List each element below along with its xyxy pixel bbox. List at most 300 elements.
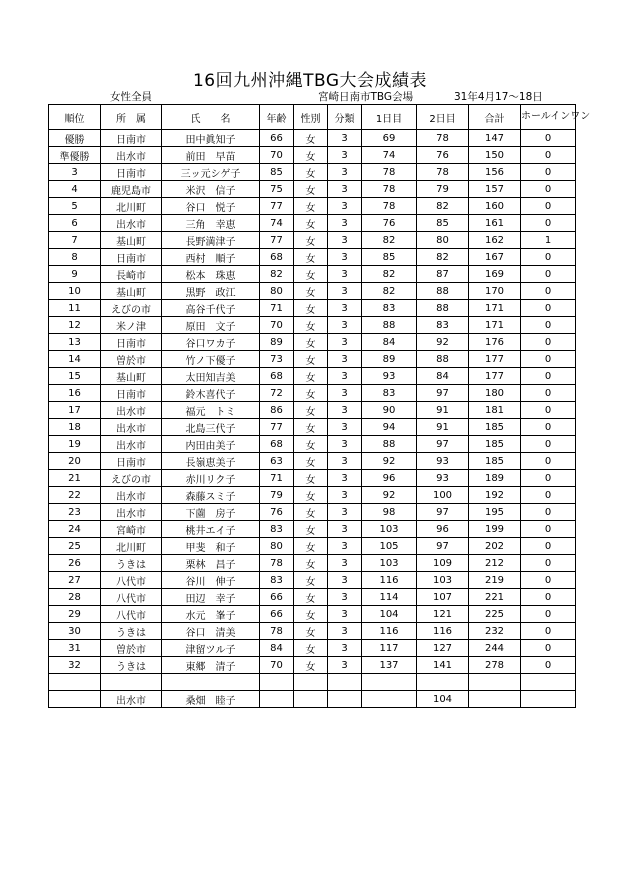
name-cell: 赤川リク子 xyxy=(162,470,260,487)
hole-in-one-cell xyxy=(521,674,576,691)
day2-score-cell: 97 xyxy=(417,385,469,402)
name-cell: 森藤スミ子 xyxy=(162,487,260,504)
age-cell: 72 xyxy=(260,385,294,402)
name-cell: 西村 順子 xyxy=(162,249,260,266)
affiliation-cell: 出水市 xyxy=(101,691,162,708)
table-row xyxy=(49,589,576,606)
day1-score-cell: 98 xyxy=(362,504,417,521)
gender-cell: 女 xyxy=(294,368,328,385)
rank-cell: 30 xyxy=(49,623,101,640)
table-row xyxy=(49,351,576,368)
affiliation-cell: 長崎市 xyxy=(101,266,162,283)
day1-score-cell: 92 xyxy=(362,487,417,504)
day2-score-cell: 91 xyxy=(417,419,469,436)
division-cell: 3 xyxy=(328,555,362,572)
affiliation-cell: 八代市 xyxy=(101,589,162,606)
age-cell: 71 xyxy=(260,300,294,317)
gender-cell: 女 xyxy=(294,402,328,419)
total-score-cell: 185 xyxy=(469,436,521,453)
gender-cell: 女 xyxy=(294,419,328,436)
hole-in-one-cell: 0 xyxy=(521,317,576,334)
name-cell: 鈴木喜代子 xyxy=(162,385,260,402)
division-cell: 3 xyxy=(328,266,362,283)
age-cell: 66 xyxy=(260,589,294,606)
table-row xyxy=(49,606,576,623)
total-score-cell: 212 xyxy=(469,555,521,572)
hole-in-one-cell: 0 xyxy=(521,368,576,385)
day2-score-cell: 97 xyxy=(417,436,469,453)
age-cell: 89 xyxy=(260,334,294,351)
day1-score-cell: 137 xyxy=(362,657,417,674)
rank-cell: 7 xyxy=(49,232,101,249)
rank-cell: 20 xyxy=(49,453,101,470)
gender-cell: 女 xyxy=(294,147,328,164)
age-cell: 84 xyxy=(260,640,294,657)
table-row xyxy=(49,402,576,419)
rank-cell: 19 xyxy=(49,436,101,453)
day1-score-cell: 90 xyxy=(362,402,417,419)
day1-score-cell: 78 xyxy=(362,181,417,198)
hole-in-one-cell: 0 xyxy=(521,334,576,351)
day2-score-cell: 87 xyxy=(417,266,469,283)
header-rank: 順位 xyxy=(49,105,101,130)
name-cell: 津留ツル子 xyxy=(162,640,260,657)
affiliation-cell: えびの市 xyxy=(101,470,162,487)
rank-cell: 準優勝 xyxy=(49,147,101,164)
gender-cell: 女 xyxy=(294,249,328,266)
affiliation-cell: うきは xyxy=(101,657,162,674)
rank-cell xyxy=(49,674,101,691)
table-row xyxy=(49,640,576,657)
rank-cell: 15 xyxy=(49,368,101,385)
header-affiliation: 所 属 xyxy=(101,105,162,130)
age-cell: 68 xyxy=(260,249,294,266)
division-cell: 3 xyxy=(328,147,362,164)
rank-cell: 29 xyxy=(49,606,101,623)
division-cell: 3 xyxy=(328,436,362,453)
day1-score-cell: 88 xyxy=(362,436,417,453)
affiliation-cell: 曽於市 xyxy=(101,640,162,657)
affiliation-cell: 米ノ津 xyxy=(101,317,162,334)
age-cell: 80 xyxy=(260,283,294,300)
gender-cell: 女 xyxy=(294,266,328,283)
total-score-cell: 170 xyxy=(469,283,521,300)
name-cell: 北島三代子 xyxy=(162,419,260,436)
rank-cell xyxy=(49,691,101,708)
total-score-cell: 177 xyxy=(469,351,521,368)
rank-cell: 27 xyxy=(49,572,101,589)
name-cell: 桑畑 睦子 xyxy=(162,691,260,708)
hole-in-one-cell: 0 xyxy=(521,164,576,181)
rank-cell: 26 xyxy=(49,555,101,572)
gender-cell xyxy=(294,674,328,691)
total-score-cell: 181 xyxy=(469,402,521,419)
division-cell: 3 xyxy=(328,385,362,402)
total-score-cell: 232 xyxy=(469,623,521,640)
rank-cell: 18 xyxy=(49,419,101,436)
table-row xyxy=(49,674,576,691)
day2-score-cell: 97 xyxy=(417,504,469,521)
header-hole-in-one: ホールインワン xyxy=(521,105,576,130)
age-cell: 83 xyxy=(260,521,294,538)
hole-in-one-cell: 0 xyxy=(521,623,576,640)
day1-score-cell: 88 xyxy=(362,317,417,334)
table-row xyxy=(49,283,576,300)
table-row xyxy=(49,215,576,232)
total-score-cell: 171 xyxy=(469,317,521,334)
gender-cell: 女 xyxy=(294,283,328,300)
name-cell: 桃井エイ子 xyxy=(162,521,260,538)
table-row xyxy=(49,487,576,504)
rank-cell: 4 xyxy=(49,181,101,198)
affiliation-cell: 北川町 xyxy=(101,198,162,215)
day2-score-cell: 104 xyxy=(417,691,469,708)
affiliation-cell: 八代市 xyxy=(101,572,162,589)
table-row xyxy=(49,657,576,674)
division-cell: 3 xyxy=(328,130,362,147)
affiliation-cell: うきは xyxy=(101,623,162,640)
affiliation-cell: 日南市 xyxy=(101,334,162,351)
affiliation-cell: 出水市 xyxy=(101,215,162,232)
hole-in-one-cell: 0 xyxy=(521,402,576,419)
day1-score-cell: 116 xyxy=(362,623,417,640)
table-row xyxy=(49,436,576,453)
rank-cell: 21 xyxy=(49,470,101,487)
gender-cell: 女 xyxy=(294,164,328,181)
gender-cell: 女 xyxy=(294,504,328,521)
day1-score-cell: 116 xyxy=(362,572,417,589)
day2-score-cell: 84 xyxy=(417,368,469,385)
day2-score-cell: 92 xyxy=(417,334,469,351)
division-cell: 3 xyxy=(328,470,362,487)
name-cell: 福元 トミ xyxy=(162,402,260,419)
total-score-cell: 156 xyxy=(469,164,521,181)
age-cell: 63 xyxy=(260,453,294,470)
gender-cell: 女 xyxy=(294,436,328,453)
total-score-cell: 169 xyxy=(469,266,521,283)
total-score-cell: 189 xyxy=(469,470,521,487)
total-score-cell: 147 xyxy=(469,130,521,147)
hole-in-one-cell: 0 xyxy=(521,215,576,232)
division-cell: 3 xyxy=(328,249,362,266)
rank-cell: 5 xyxy=(49,198,101,215)
gender-cell: 女 xyxy=(294,538,328,555)
hole-in-one-cell: 0 xyxy=(521,181,576,198)
hole-in-one-cell: 1 xyxy=(521,232,576,249)
rank-cell: 22 xyxy=(49,487,101,504)
day2-score-cell: 78 xyxy=(417,130,469,147)
name-cell: 栗林 昌子 xyxy=(162,555,260,572)
rank-cell: 3 xyxy=(49,164,101,181)
division-cell: 3 xyxy=(328,164,362,181)
age-cell: 66 xyxy=(260,130,294,147)
rank-cell: 8 xyxy=(49,249,101,266)
gender-cell: 女 xyxy=(294,589,328,606)
total-score-cell: 221 xyxy=(469,589,521,606)
name-cell: 米沢 信子 xyxy=(162,181,260,198)
day2-score-cell: 76 xyxy=(417,147,469,164)
age-cell: 78 xyxy=(260,555,294,572)
name-cell: 高谷千代子 xyxy=(162,300,260,317)
division-cell xyxy=(328,691,362,708)
day2-score-cell: 127 xyxy=(417,640,469,657)
gender-cell: 女 xyxy=(294,181,328,198)
day2-score-cell: 97 xyxy=(417,538,469,555)
age-cell xyxy=(260,691,294,708)
division-cell: 3 xyxy=(328,283,362,300)
total-score-cell: 176 xyxy=(469,334,521,351)
day1-score-cell: 114 xyxy=(362,589,417,606)
day2-score-cell: 107 xyxy=(417,589,469,606)
table-row xyxy=(49,691,576,708)
hole-in-one-cell: 0 xyxy=(521,572,576,589)
hole-in-one-cell: 0 xyxy=(521,249,576,266)
day1-score-cell: 82 xyxy=(362,283,417,300)
day1-score-cell xyxy=(362,674,417,691)
hole-in-one-cell: 0 xyxy=(521,657,576,674)
name-cell: 田中眞知子 xyxy=(162,130,260,147)
name-cell: 谷口 清美 xyxy=(162,623,260,640)
age-cell: 78 xyxy=(260,623,294,640)
table-row xyxy=(49,572,576,589)
name-cell: 下薗 房子 xyxy=(162,504,260,521)
affiliation-cell: 八代市 xyxy=(101,606,162,623)
hole-in-one-cell: 0 xyxy=(521,283,576,300)
hole-in-one-cell: 0 xyxy=(521,538,576,555)
day1-score-cell: 74 xyxy=(362,147,417,164)
age-cell: 66 xyxy=(260,606,294,623)
table-row xyxy=(49,249,576,266)
gender-cell: 女 xyxy=(294,351,328,368)
rank-cell: 11 xyxy=(49,300,101,317)
gender-cell xyxy=(294,691,328,708)
affiliation-cell: 鹿児島市 xyxy=(101,181,162,198)
table-row xyxy=(49,334,576,351)
division-cell: 3 xyxy=(328,198,362,215)
name-cell: 東郷 清子 xyxy=(162,657,260,674)
day1-score-cell: 117 xyxy=(362,640,417,657)
day1-score-cell: 69 xyxy=(362,130,417,147)
day1-score-cell: 89 xyxy=(362,351,417,368)
rank-cell: 17 xyxy=(49,402,101,419)
day1-score-cell: 96 xyxy=(362,470,417,487)
table-row xyxy=(49,419,576,436)
day2-score-cell: 121 xyxy=(417,606,469,623)
affiliation-cell: 出水市 xyxy=(101,402,162,419)
document-title: 16回九州沖縄TBG大会成績表 xyxy=(192,71,428,91)
rank-cell: 優勝 xyxy=(49,130,101,147)
table-row xyxy=(49,385,576,402)
table-row xyxy=(49,147,576,164)
hole-in-one-cell: 0 xyxy=(521,487,576,504)
name-cell: 長野満津子 xyxy=(162,232,260,249)
hole-in-one-cell: 0 xyxy=(521,453,576,470)
day2-score-cell xyxy=(417,674,469,691)
table-row xyxy=(49,130,576,147)
age-cell: 82 xyxy=(260,266,294,283)
rank-cell: 31 xyxy=(49,640,101,657)
affiliation-cell: 出水市 xyxy=(101,147,162,164)
division-cell: 3 xyxy=(328,419,362,436)
age-cell: 75 xyxy=(260,181,294,198)
division-cell: 3 xyxy=(328,572,362,589)
affiliation-cell: 基山町 xyxy=(101,283,162,300)
age-cell: 70 xyxy=(260,147,294,164)
day2-score-cell: 88 xyxy=(417,351,469,368)
age-cell: 80 xyxy=(260,538,294,555)
category-label: 女性全員 xyxy=(110,91,152,103)
day1-score-cell: 103 xyxy=(362,521,417,538)
table-row xyxy=(49,538,576,555)
rank-cell: 25 xyxy=(49,538,101,555)
day1-score-cell: 84 xyxy=(362,334,417,351)
name-cell xyxy=(162,674,260,691)
rank-cell: 10 xyxy=(49,283,101,300)
rank-cell: 28 xyxy=(49,589,101,606)
division-cell: 3 xyxy=(328,657,362,674)
name-cell: 竹ノ下優子 xyxy=(162,351,260,368)
hole-in-one-cell: 0 xyxy=(521,419,576,436)
total-score-cell xyxy=(469,674,521,691)
day1-score-cell: 78 xyxy=(362,198,417,215)
total-score-cell: 171 xyxy=(469,300,521,317)
gender-cell: 女 xyxy=(294,555,328,572)
hole-in-one-cell: 0 xyxy=(521,300,576,317)
division-cell: 3 xyxy=(328,538,362,555)
hole-in-one-cell: 0 xyxy=(521,385,576,402)
name-cell: 三ッ元シゲ子 xyxy=(162,164,260,181)
affiliation-cell: 宮崎市 xyxy=(101,521,162,538)
day2-score-cell: 82 xyxy=(417,249,469,266)
hole-in-one-cell: 0 xyxy=(521,640,576,657)
name-cell: 田辺 幸子 xyxy=(162,589,260,606)
total-score-cell: 244 xyxy=(469,640,521,657)
table-row xyxy=(49,266,576,283)
division-cell: 3 xyxy=(328,487,362,504)
hole-in-one-cell: 0 xyxy=(521,589,576,606)
hole-in-one-cell: 0 xyxy=(521,130,576,147)
hole-in-one-cell: 0 xyxy=(521,266,576,283)
day1-score-cell: 76 xyxy=(362,215,417,232)
day1-score-cell: 82 xyxy=(362,266,417,283)
age-cell: 86 xyxy=(260,402,294,419)
gender-cell: 女 xyxy=(294,453,328,470)
name-cell: 三角 幸恵 xyxy=(162,215,260,232)
age-cell: 83 xyxy=(260,572,294,589)
table-row xyxy=(49,470,576,487)
age-cell: 79 xyxy=(260,487,294,504)
hole-in-one-cell: 0 xyxy=(521,198,576,215)
results-body xyxy=(49,130,576,708)
day2-score-cell: 100 xyxy=(417,487,469,504)
hole-in-one-cell: 0 xyxy=(521,436,576,453)
division-cell: 3 xyxy=(328,521,362,538)
name-cell: 内田由美子 xyxy=(162,436,260,453)
hole-in-one-cell: 0 xyxy=(521,555,576,572)
header-age: 年齢 xyxy=(260,105,294,130)
division-cell: 3 xyxy=(328,232,362,249)
division-cell: 3 xyxy=(328,351,362,368)
name-cell: 太田知吉美 xyxy=(162,368,260,385)
age-cell: 77 xyxy=(260,198,294,215)
day2-score-cell: 103 xyxy=(417,572,469,589)
gender-cell: 女 xyxy=(294,470,328,487)
day2-score-cell: 93 xyxy=(417,453,469,470)
total-score-cell: 150 xyxy=(469,147,521,164)
total-score-cell: 219 xyxy=(469,572,521,589)
division-cell: 3 xyxy=(328,606,362,623)
affiliation-cell: 曽於市 xyxy=(101,351,162,368)
hole-in-one-cell: 0 xyxy=(521,351,576,368)
gender-cell: 女 xyxy=(294,572,328,589)
header-name: 氏 名 xyxy=(162,105,260,130)
gender-cell: 女 xyxy=(294,623,328,640)
age-cell xyxy=(260,674,294,691)
total-score-cell: 161 xyxy=(469,215,521,232)
header-day1: 1日目 xyxy=(362,105,417,130)
day2-score-cell: 80 xyxy=(417,232,469,249)
affiliation-cell: 出水市 xyxy=(101,504,162,521)
name-cell: 谷口 悦子 xyxy=(162,198,260,215)
total-score-cell: 199 xyxy=(469,521,521,538)
day1-score-cell: 83 xyxy=(362,385,417,402)
table-row xyxy=(49,300,576,317)
rank-cell: 14 xyxy=(49,351,101,368)
header-row xyxy=(49,105,576,130)
affiliation-cell xyxy=(101,674,162,691)
header-gender: 性別 xyxy=(294,105,328,130)
age-cell: 74 xyxy=(260,215,294,232)
division-cell: 3 xyxy=(328,317,362,334)
affiliation-cell: うきは xyxy=(101,555,162,572)
table-row xyxy=(49,504,576,521)
hole-in-one-cell: 0 xyxy=(521,521,576,538)
day2-score-cell: 85 xyxy=(417,215,469,232)
division-cell: 3 xyxy=(328,368,362,385)
day1-score-cell xyxy=(362,691,417,708)
table-row xyxy=(49,368,576,385)
gender-cell: 女 xyxy=(294,640,328,657)
venue-label: 宮崎日南市TBG会場 xyxy=(318,91,414,103)
day2-score-cell: 88 xyxy=(417,283,469,300)
division-cell xyxy=(328,674,362,691)
gender-cell: 女 xyxy=(294,215,328,232)
affiliation-cell: 出水市 xyxy=(101,487,162,504)
day2-score-cell: 91 xyxy=(417,402,469,419)
gender-cell: 女 xyxy=(294,487,328,504)
name-cell: 甲斐 和子 xyxy=(162,538,260,555)
gender-cell: 女 xyxy=(294,606,328,623)
age-cell: 73 xyxy=(260,351,294,368)
day2-score-cell: 83 xyxy=(417,317,469,334)
rank-cell: 13 xyxy=(49,334,101,351)
day1-score-cell: 85 xyxy=(362,249,417,266)
name-cell: 松本 珠恵 xyxy=(162,266,260,283)
division-cell: 3 xyxy=(328,300,362,317)
rank-cell: 9 xyxy=(49,266,101,283)
gender-cell: 女 xyxy=(294,385,328,402)
total-score-cell: 202 xyxy=(469,538,521,555)
age-cell: 70 xyxy=(260,657,294,674)
day2-score-cell: 79 xyxy=(417,181,469,198)
name-cell: 谷川 伸子 xyxy=(162,572,260,589)
rank-cell: 23 xyxy=(49,504,101,521)
total-score-cell: 157 xyxy=(469,181,521,198)
hole-in-one-cell: 0 xyxy=(521,470,576,487)
gender-cell: 女 xyxy=(294,130,328,147)
total-score-cell: 185 xyxy=(469,419,521,436)
day2-score-cell: 82 xyxy=(417,198,469,215)
